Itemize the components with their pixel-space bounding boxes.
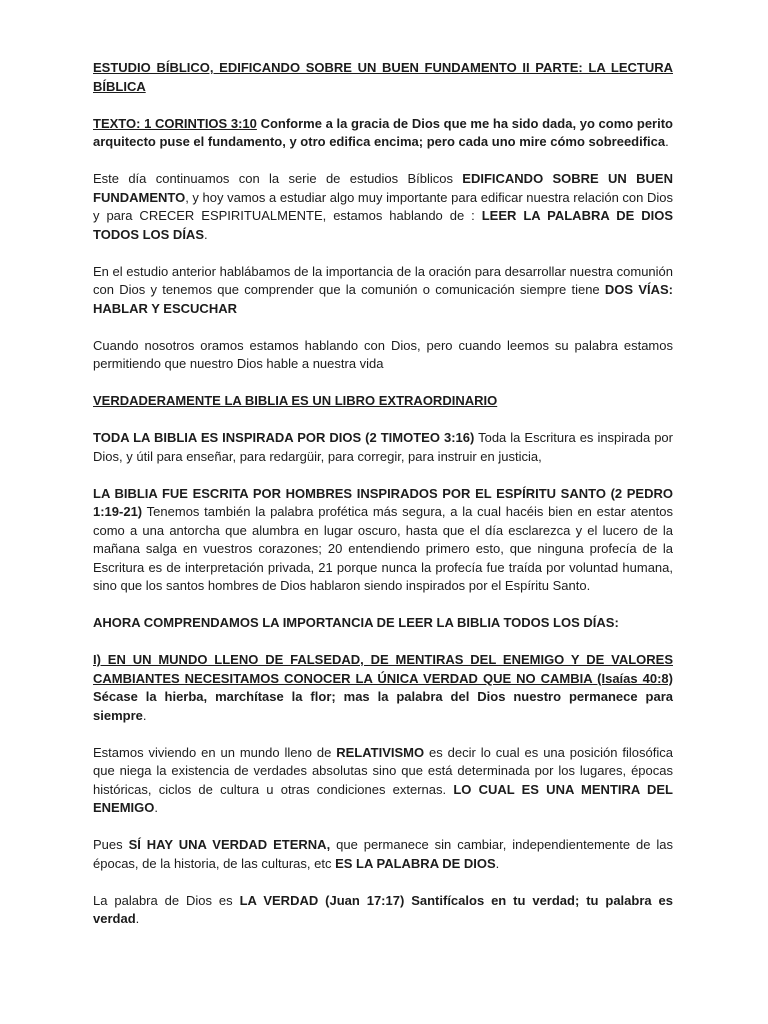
text-span: . [142, 707, 147, 723]
text-span: es decir lo cual es una posición filosófica que niega la existencia de verdades absolutas sino que está determinada por los lugares, épocas históricas, ciclos de cultura u otras condiciones externas. [93, 744, 673, 797]
document-title: ESTUDIO BÍBLICO, EDIFICANDO SOBRE UN BUEN FUNDAMENTO II PARTE: LA LECTURA BÍBLICA [93, 60, 673, 94]
bold-span: LEER LA PALABRA DE DIOS TODOS LOS DÍAS [93, 208, 673, 242]
bold-span: EDIFICANDO SOBRE UN BUEN FUNDAMENTO [93, 171, 673, 205]
paragraph-prayer: Cuando nosotros oramos estamos hablando con Dios, pero cuando leemos su palabra estamos permitiendo que nuestro Dios hable a nuestra vida [93, 337, 673, 371]
text-span: En el estudio anterior hablábamos de la importancia de la oración para desarrollar nuestra comunión con Dios y tenemos que comprender que la comunión o comunicación siempre tiene [93, 263, 673, 297]
paragraph-key-text [93, 115, 673, 152]
document-page [93, 59, 673, 947]
paragraph-eternal-truth [93, 836, 673, 873]
paragraph-communion [93, 263, 673, 319]
bold-span: LO CUAL ES UNA MENTIRA DEL ENEMIGO [93, 781, 673, 815]
text-span: . [495, 855, 500, 871]
paragraph-holy-spirit [93, 485, 673, 596]
text-span: Tenemos también la palabra profética más segura, a la cual hacéis bien en estar atentos como a una antorcha que alumbra en lugar oscuro, hasta que el día esclarezca y el lucero de la mañana salga en vuestros corazones; 20 entendiendo primero esto, que ninguna profecía de la Escritura es de interpretación privada, 21 porque nunca la profecía fue traída por voluntad humana, sino que los santos hombres de Dios hablaron siendo inspirados por el Espíritu Santo. [93, 504, 673, 593]
bold-span: RELATIVISMO [336, 744, 425, 760]
text-span: Estamos viviendo en un mundo lleno de [93, 744, 337, 760]
text-span: Este día continuamos con la serie de estudios Bíblicos [93, 171, 463, 186]
paragraph-point-one [93, 651, 673, 725]
paragraph-intro [93, 170, 673, 244]
key-verse-quote: Conforme a la gracia de Dios que me ha sido dada, yo como perito arquitecto puse el fundamento, y otro edifica encima; pero cada uno mire cómo sobreedifica [93, 115, 673, 149]
paragraph-relativism [93, 744, 673, 818]
paragraph-word-is-truth [93, 892, 673, 929]
text-span: La palabra de Dios es [93, 892, 240, 908]
paragraph-inspired [93, 429, 673, 466]
bold-span: Sécase la hierba, marchítase la flor; mas la palabra del Dios nuestro permanece para siempre [93, 689, 673, 723]
text-span: . [135, 911, 140, 926]
text-span: Pues [93, 837, 129, 852]
text-span: . [204, 226, 208, 242]
bold-span: SÍ HAY UNA VERDAD ETERNA, [128, 837, 331, 852]
key-verse-reference: TEXTO: 1 CORINTIOS 3:10 [93, 115, 257, 131]
text-span: . [665, 134, 669, 149]
section-heading-importance: AHORA COMPRENDAMOS LA IMPORTANCIA DE LEER LA BIBLIA TODOS LOS DÍAS: [93, 615, 619, 630]
bold-span: LA BIBLIA FUE ESCRITA POR HOMBRES INSPIRADOS POR EL ESPÍRITU SANTO (2 PEDRO 1:19-21) [93, 485, 673, 519]
text-span: , y hoy vamos a estudiar algo muy importante para edificar nuestra relación con Dios y para CRECER ESPIRITUALMENTE, estamos hablando de : [93, 189, 673, 223]
text-span: Toda la Escritura es inspirada por Dios, y útil para enseñar, para redargüir, para corregir, para instruir en justicia, [93, 430, 673, 464]
bold-span: TODA LA BIBLIA ES INSPIRADA POR DIOS (2 TIMOTEO 3:16) [93, 430, 475, 445]
text-span: . [154, 800, 159, 815]
text-span: que permanece sin cambiar, independientemente de las épocas, de la historia, de las culturas, etc [93, 837, 673, 871]
point-heading: I) EN UN MUNDO LLENO DE FALSEDAD, DE MENTIRAS DEL ENEMIGO Y DE VALORES CAMBIANTES NECESITAMOS CONOCER LA ÚNICA VERDAD QUE NO CAMBIA (Isaías 40:8) [93, 652, 673, 686]
bold-span: DOS VÍAS: HABLAR Y ESCUCHAR [93, 282, 673, 316]
bold-span: LA VERDAD (Juan 17:17) Santifícalos en tu verdad; tu palabra es verdad [93, 892, 673, 926]
section-heading-bible-extraordinary: VERDADERAMENTE LA BIBLIA ES UN LIBRO EXTRAORDINARIO [93, 393, 498, 408]
bold-span: ES LA PALABRA DE DIOS [335, 855, 496, 871]
